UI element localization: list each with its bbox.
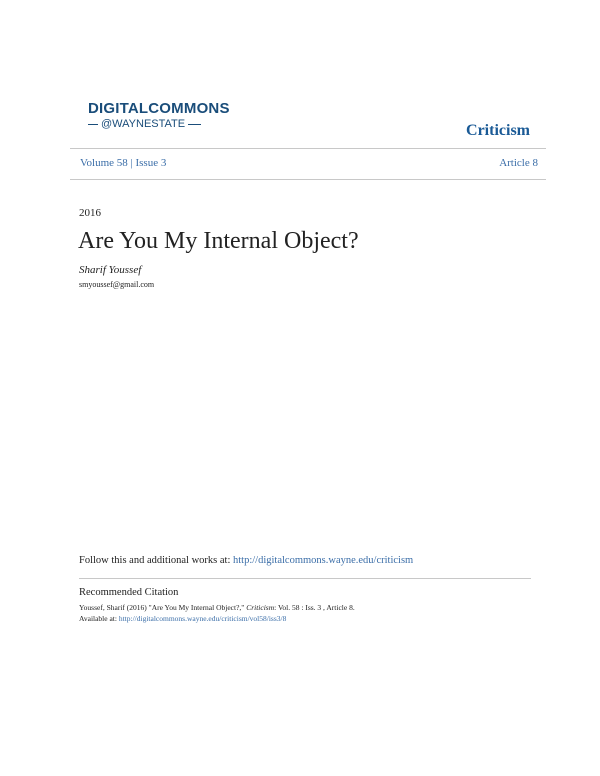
- follow-text: Follow this and additional works at:: [79, 555, 233, 566]
- author-email[interactable]: smyoussef@gmail.com: [79, 280, 155, 289]
- logo-subtitle: @WAYNESTATE: [101, 118, 186, 130]
- collection-link[interactable]: http://digitalcommons.wayne.edu/criticism: [233, 555, 414, 566]
- header-divider-top: [70, 148, 546, 149]
- article-url-link[interactable]: http://digitalcommons.wayne.edu/criticism/vol58/iss3/8: [118, 614, 287, 623]
- available-at-line: [79, 614, 286, 623]
- digitalcommons-logo-bottom[interactable]: [88, 118, 201, 130]
- citation-journal: Criticism: [246, 603, 275, 612]
- available-label: Available at:: [79, 614, 119, 623]
- paper-title: Are You My Internal Object?: [78, 228, 359, 254]
- author-name: Sharif Youssef: [79, 264, 142, 276]
- citation-text: [79, 603, 355, 612]
- publication-year: 2016: [79, 207, 101, 219]
- citation-post: : Vol. 58 : Iss. 3 , Article 8.: [274, 603, 355, 612]
- citation-pre: Youssef, Sharif (2016) "Are You My Internal Object?,": [79, 603, 247, 612]
- citation-divider: [79, 578, 531, 579]
- logo-rule-left: [88, 124, 98, 125]
- article-number-link[interactable]: Article 8: [499, 157, 538, 169]
- follow-line: [79, 555, 413, 566]
- header-divider-bottom: [70, 179, 546, 180]
- logo-rule-right: [188, 124, 201, 125]
- volume-issue-link[interactable]: Volume 58 | Issue 3: [80, 157, 167, 169]
- digitalcommons-logo-top[interactable]: DIGITALCOMMONS: [88, 100, 230, 117]
- recommended-citation-heading: Recommended Citation: [79, 587, 179, 598]
- journal-name-link[interactable]: Criticism: [466, 122, 530, 139]
